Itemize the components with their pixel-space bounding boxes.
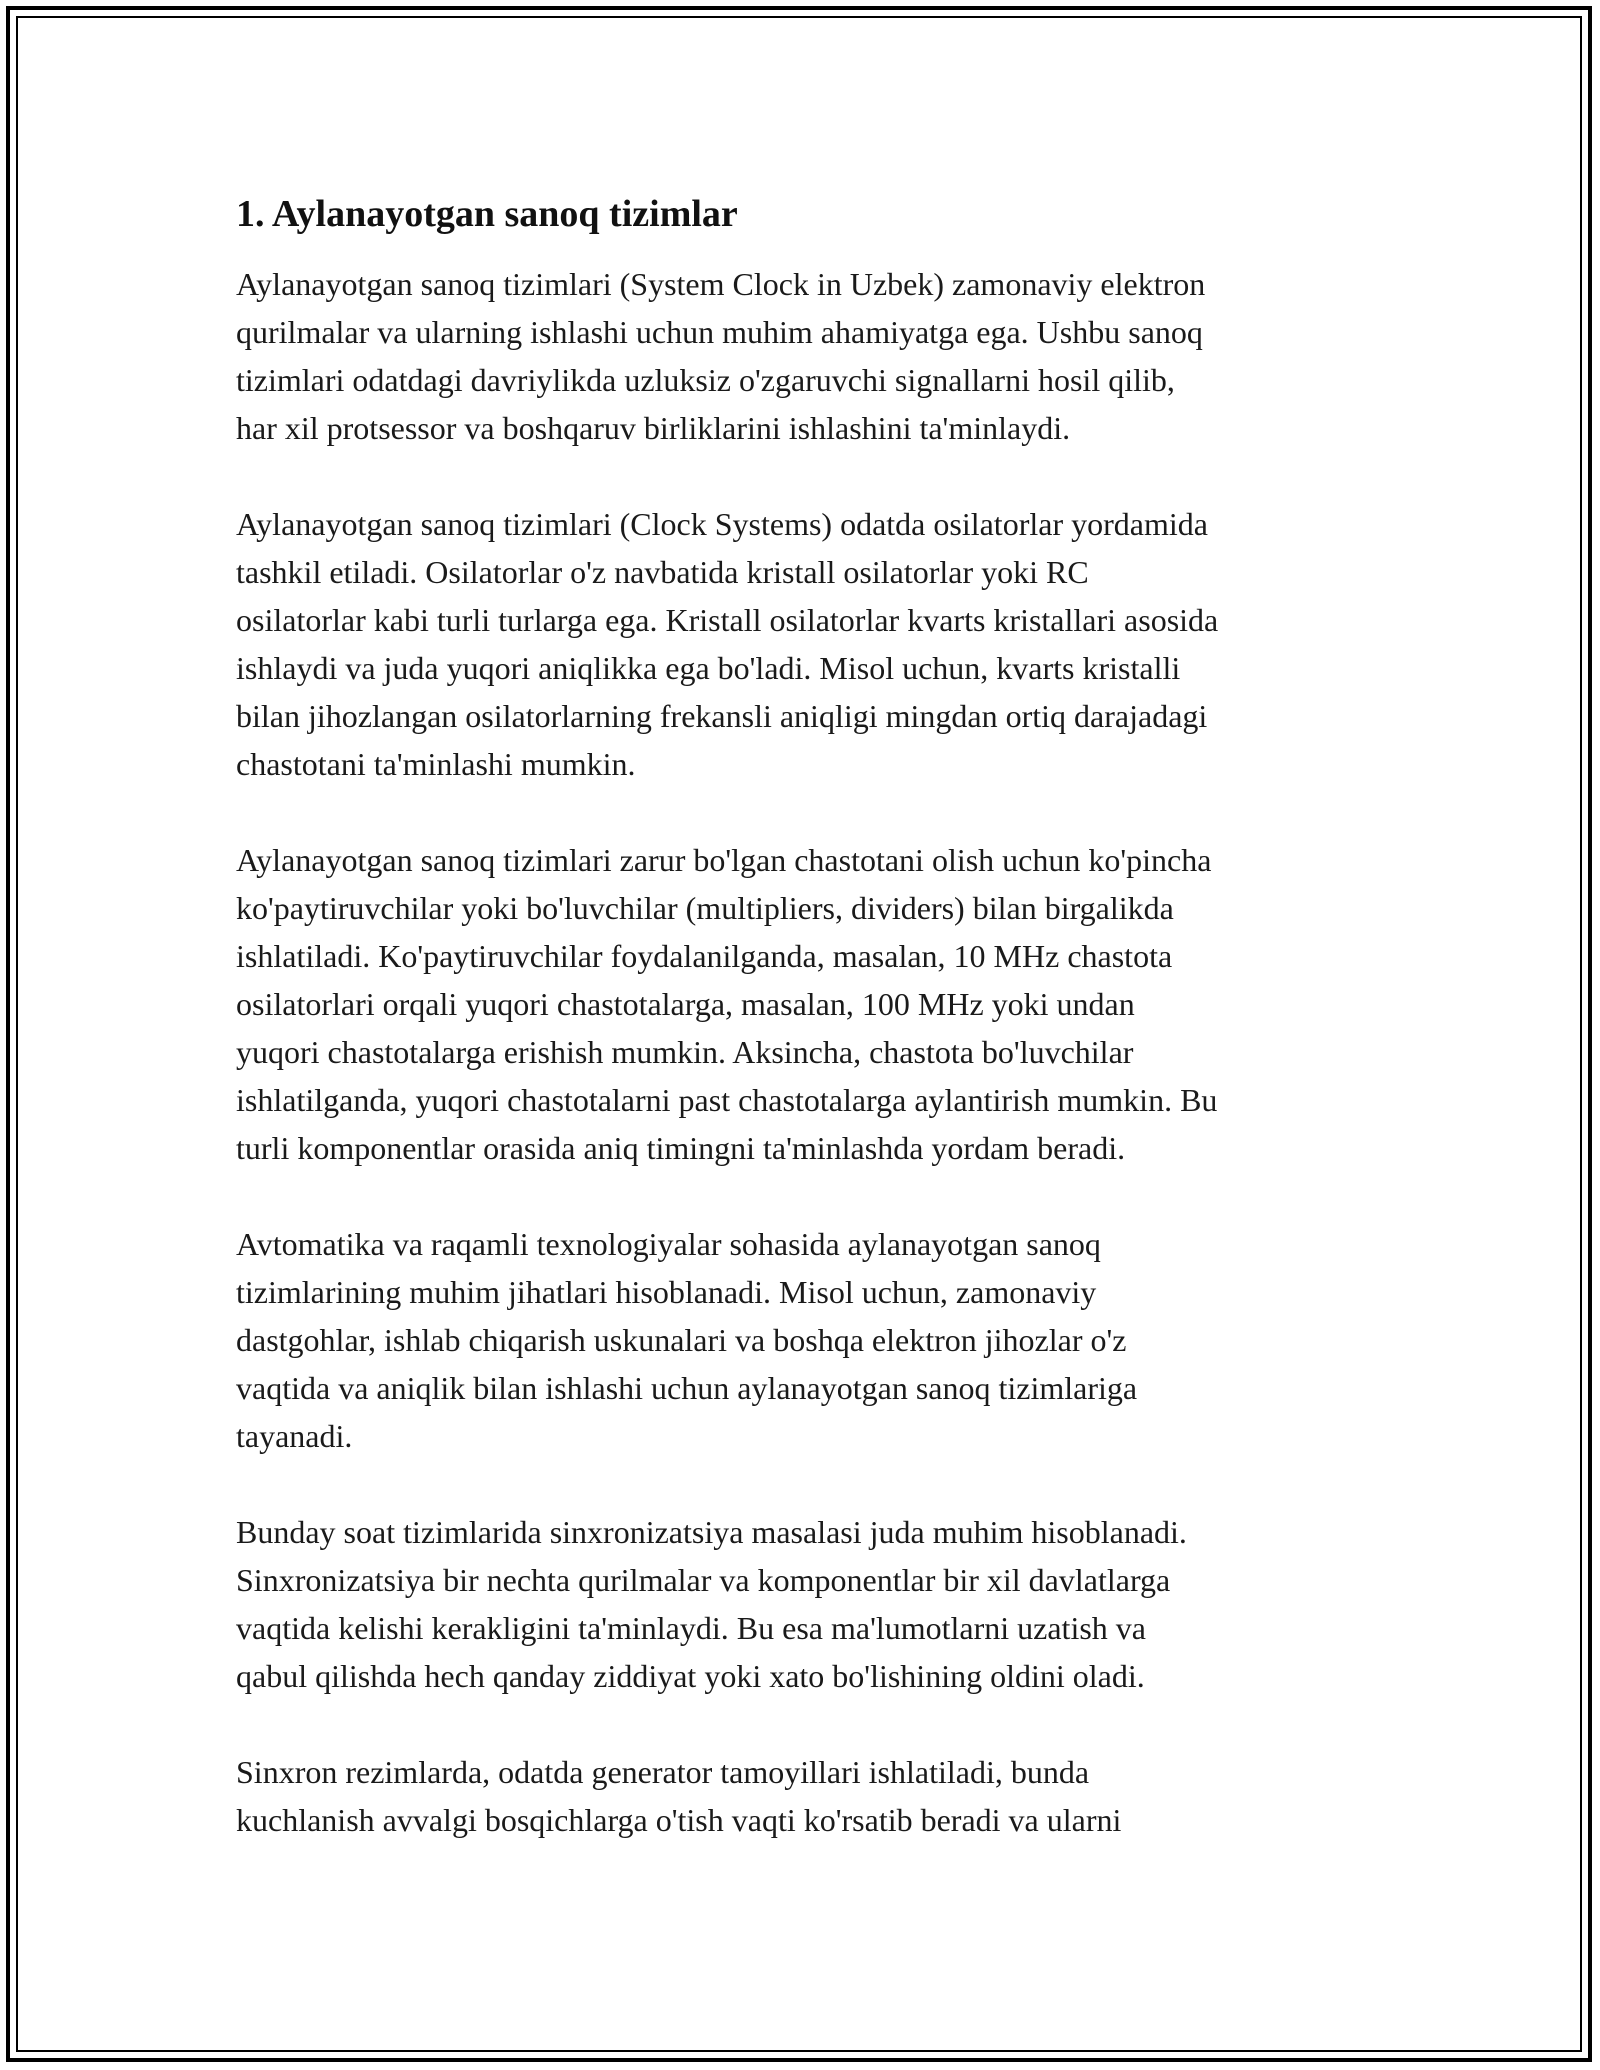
paragraph [236,836,1376,1172]
paragraph-list [236,260,1376,1844]
paragraph-line: kuchlanish avvalgi bosqichlarga o'tish vaqti ko'rsatib beradi va ularni [236,1802,1122,1838]
paragraph-line: Sinxron rezimlarda, odatda generator tamoyillari ishlatiladi, bunda [236,1754,1090,1790]
paragraph [236,260,1376,452]
paragraph-line: ko'paytiruvchilar yoki bo'luvchilar (multipliers, dividers) bilan birgalikda [236,890,1174,926]
paragraph [236,1508,1376,1700]
paragraph [236,1748,1376,1844]
paragraph-line: osilatorlari orqali yuqori chastotalarga, masalan, 100 MHz yoki undan [236,986,1135,1022]
paragraph-line: osilatorlar kabi turli turlarga ega. Kristall osilatorlar kvarts kristallari asosida [236,602,1219,638]
paragraph-line: qurilmalar va ularning ishlashi uchun muhim ahamiyatga ega. Ushbu sanoq [236,314,1203,350]
paragraph-line: tizimlari odatdagi davriylikda uzluksiz o'zgaruvchi signallarni hosil qilib, [236,362,1175,398]
paragraph-line: tizimlarining muhim jihatlari hisoblanadi. Misol uchun, zamonaviy [236,1274,1097,1310]
paragraph-line: Aylanayotgan sanoq tizimlari zarur bo'lgan chastotani olish uchun ko'pincha [236,842,1212,878]
paragraph-line: ishlaydi va juda yuqori aniqlikka ega bo'ladi. Misol uchun, kvarts kristalli [236,650,1181,686]
paragraph-line: vaqtida kelishi kerakligini ta'minlaydi. Bu esa ma'lumotlarni uzatish va [236,1610,1146,1646]
section-heading: 1. Aylanayotgan sanoq tizimlar [236,193,738,235]
paragraph-line: chastotani ta'minlashi mumkin. [236,746,636,782]
paragraph [236,1220,1376,1460]
paragraph-line: bilan jihozlangan osilatorlarning frekansli aniqligi mingdan ortiq darajadagi [236,698,1208,734]
paragraph-line: har xil protsessor va boshqaruv birliklarini ishlashini ta'minlaydi. [236,410,1071,446]
paragraph-line: ishlatiladi. Ko'paytiruvchilar foydalanilganda, masalan, 10 MHz chastota [236,938,1173,974]
paragraph-line: tashkil etiladi. Osilatorlar o'z navbatida kristall osilatorlar yoki RC [236,554,1089,590]
paragraph-line: Sinxronizatsiya bir nechta qurilmalar va komponentlar bir xil davlatlarga [236,1562,1171,1598]
paragraph-line: Avtomatika va raqamli texnologiyalar sohasida aylanayotgan sanoq [236,1226,1101,1262]
paragraph-line: yuqori chastotalarga erishish mumkin. Aksincha, chastota bo'luvchilar [236,1034,1134,1070]
paragraph-line: tayanadi. [236,1418,353,1454]
paragraph-line: ishlatilganda, yuqori chastotalarni past chastotalarga aylantirish mumkin. Bu [236,1082,1218,1118]
paragraph-line: vaqtida va aniqlik bilan ishlashi uchun aylanayotgan sanoq tizimlariga [236,1370,1138,1406]
document-body [236,186,1376,1892]
paragraph-line: dastgohlar, ishlab chiqarish uskunalari va boshqa elektron jihozlar o'z [236,1322,1127,1358]
paragraph-line: turli komponentlar orasida aniq timingni ta'minlashda yordam beradi. [236,1130,1126,1166]
paragraph-line: Aylanayotgan sanoq tizimlari (System Clock in Uzbek) zamonaviy elektron [236,266,1206,302]
paragraph-line: Aylanayotgan sanoq tizimlari (Clock Systems) odatda osilatorlar yordamida [236,506,1208,542]
paragraph-line: Bunday soat tizimlarida sinxronizatsiya masalasi juda muhim hisoblanadi. [236,1514,1187,1550]
paragraph-line: qabul qilishda hech qanday ziddiyat yoki xato bo'lishining oldini oladi. [236,1658,1145,1694]
paragraph [236,500,1376,788]
